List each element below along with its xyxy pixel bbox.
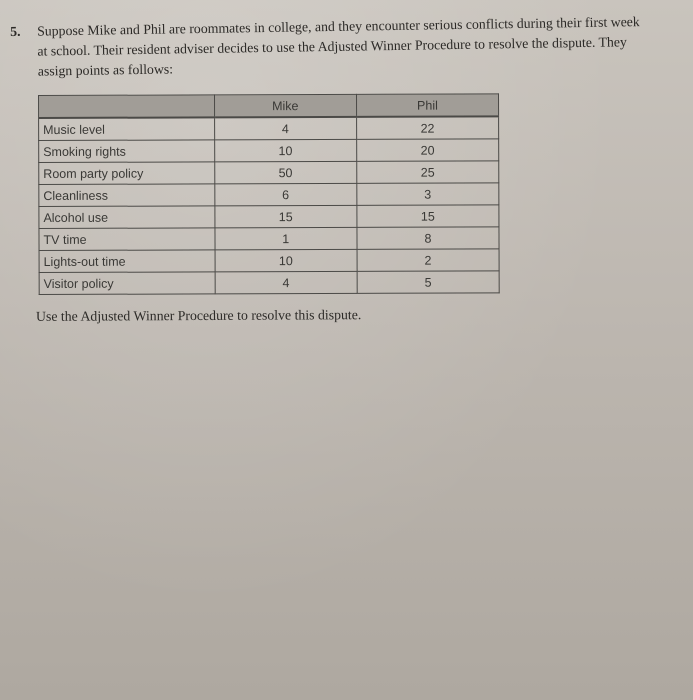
row-item: TV time	[39, 228, 215, 251]
problem-number: 5.	[10, 23, 21, 39]
problem-statement	[10, 12, 671, 82]
row-item: Lights-out time	[39, 250, 215, 273]
row-phil-points: 3	[357, 183, 499, 205]
table-row	[39, 183, 499, 207]
row-item: Cleanliness	[39, 184, 215, 207]
row-mike-points: 4	[215, 271, 357, 293]
closing-instruction: Use the Adjusted Winner Procedure to resolve this dispute.	[35, 307, 362, 324]
table-row	[39, 161, 499, 185]
table-header-row	[39, 94, 499, 118]
table-header-phil: Phil	[356, 94, 498, 117]
table-row	[39, 116, 499, 140]
table-row	[39, 227, 499, 251]
row-item: Music level	[39, 117, 215, 140]
points-table-wrapper	[38, 93, 500, 295]
row-mike-points: 1	[215, 227, 357, 249]
table-row	[39, 249, 499, 273]
table-row	[39, 271, 499, 295]
row-phil-points: 8	[357, 227, 499, 249]
row-phil-points: 15	[357, 205, 499, 227]
row-item: Room party policy	[39, 162, 215, 185]
row-mike-points: 15	[215, 205, 357, 227]
row-mike-points: 10	[215, 249, 357, 271]
row-phil-points: 20	[356, 139, 498, 161]
row-mike-points: 50	[214, 161, 356, 183]
row-item: Alcohol use	[39, 206, 215, 229]
table-row	[39, 139, 499, 163]
row-mike-points: 6	[214, 183, 356, 205]
table-header-mike: Mike	[214, 94, 356, 117]
table-row	[39, 205, 499, 229]
row-phil-points: 5	[357, 271, 499, 293]
row-item: Visitor policy	[39, 272, 215, 295]
row-phil-points: 2	[357, 249, 499, 271]
row-phil-points: 25	[357, 161, 499, 183]
row-mike-points: 4	[214, 117, 356, 140]
row-mike-points: 10	[214, 139, 356, 161]
problem-text: Suppose Mike and Phil are roommates in college, and they encounter serious conflicts during their first week at school. Their resident adviser decides to use the Adjusted Winner Procedure to resolve the dispute. They assign points as follows:	[37, 14, 640, 79]
points-table	[38, 93, 500, 295]
row-phil-points: 22	[356, 116, 498, 139]
row-item: Smoking rights	[39, 140, 215, 163]
table-header-item	[39, 95, 215, 118]
